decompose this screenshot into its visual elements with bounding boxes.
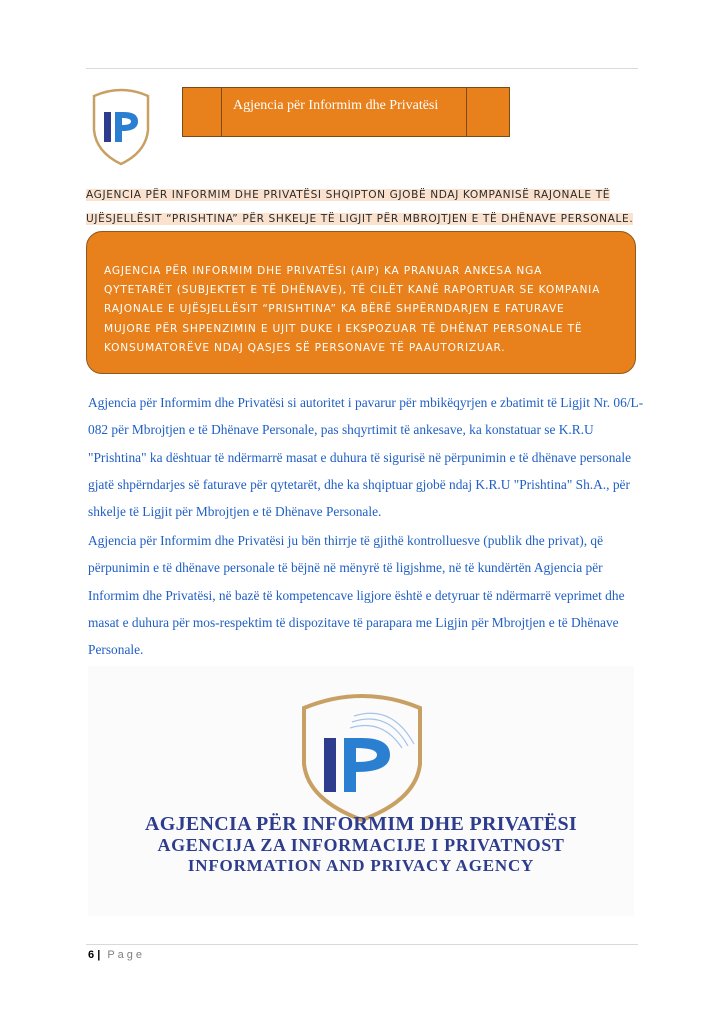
page-footer [88,949,145,961]
headline [86,183,646,231]
summary-text: AGJENCIA PËR INFORMIM DHE PRIVATËSI (AIP) KA PRANUAR ANKESA NGA QYTETARËT (SUBJEKTET E TË DHËNAVE), TË CILËT KANË RAPORTUAR SE KOMPANIA RAJONALE E UJËSJELLËSIT “PRISHTINA” KA BËRË SHPËRNDARJEN E FATURAVE MUJORE PËR SHPENZIMIN E UJIT DUKE I EKSPOZUAR TË DHËNAT PERSONALE TË KONSUMATORËVE NDAJ QASJES SË PERSONAVE TË PAAUTORIZUAR. [104,265,601,354]
emblem-letters: IP [292,688,293,689]
agency-name-albanian: AGJENCIA PËR INFORMIM DHE PRIVATËSI [144,813,578,835]
header-bar [182,87,510,137]
body-paragraph-1: Agjencia për Informim dhe Privatësi si autoritet i pavarur për mbikëqyrjen e zbatimit të Ligjit Nr. 06/L-082 për Mbrojtjen e të Dhënave Personale, pas shqyrtimit të ankesave, ka konstatuar se K.R.U "Prishtina" ka dështuar të ndërmarrë masat e duhura të sigurisë në përpunimin e të dhënave personale gjatë shpërndarjes së faturave për qytetarët, dhe ka shqiptuar gjobë ndaj K.R.U "Prishtina" Sh.A., për shkelje të Ligjit për Mbrojtjen e të Dhënave Personale. [88,395,644,520]
page-separator: | [97,949,101,961]
header-divider [86,68,638,69]
agency-name-serbian: AGENCIJA ZA INFORMACIJE I PRIVATNOST [157,835,565,855]
agency-logo-panel [88,666,634,916]
headline-line-1: AGJENCIA PËR INFORMIM DHE PRIVATËSI SHQIPTON GJOBË NDAJ KOMPANISË RAJONALE TË [86,189,611,201]
logo-letters: IP [88,86,89,87]
header-bar-divider-left [221,88,222,136]
header-title: Agjencia për Informim dhe Privatësi [233,98,439,113]
agency-name-english: INFORMATION AND PRIVACY AGENCY [187,856,535,875]
headline-line-2: UJËSJELLËSIT “PRISHTINA” PËR SHKELJE TË LIGJIT PËR MBROJTJEN E TË DHËNAVE PERSONALE. [86,213,634,225]
page-number: 6 [88,949,95,961]
agency-emblem-icon [292,688,432,828]
footer-divider [86,944,638,945]
body-paragraph-2: Agjencia për Informim dhe Privatësi ju bën thirrje të gjithë kontrolluesve (publik dhe privat), që përpunimin e të dhënave personale të bëjnë në mënyrë të ligjshme, në të kundërtën Agjencia për Informim dhe Privatësi, në bazë të kompetencave ligjore është e detyruar të ndërmarrë veprimet dhe masat e duhura për mos-respektim të dispozitave të parapara me Ligjin për Mbrojtjen e të Dhënave Personale. [88,533,625,658]
ip-logo-icon [88,86,154,166]
header-bar-divider-right [466,88,467,136]
page-label: Page [107,949,146,961]
